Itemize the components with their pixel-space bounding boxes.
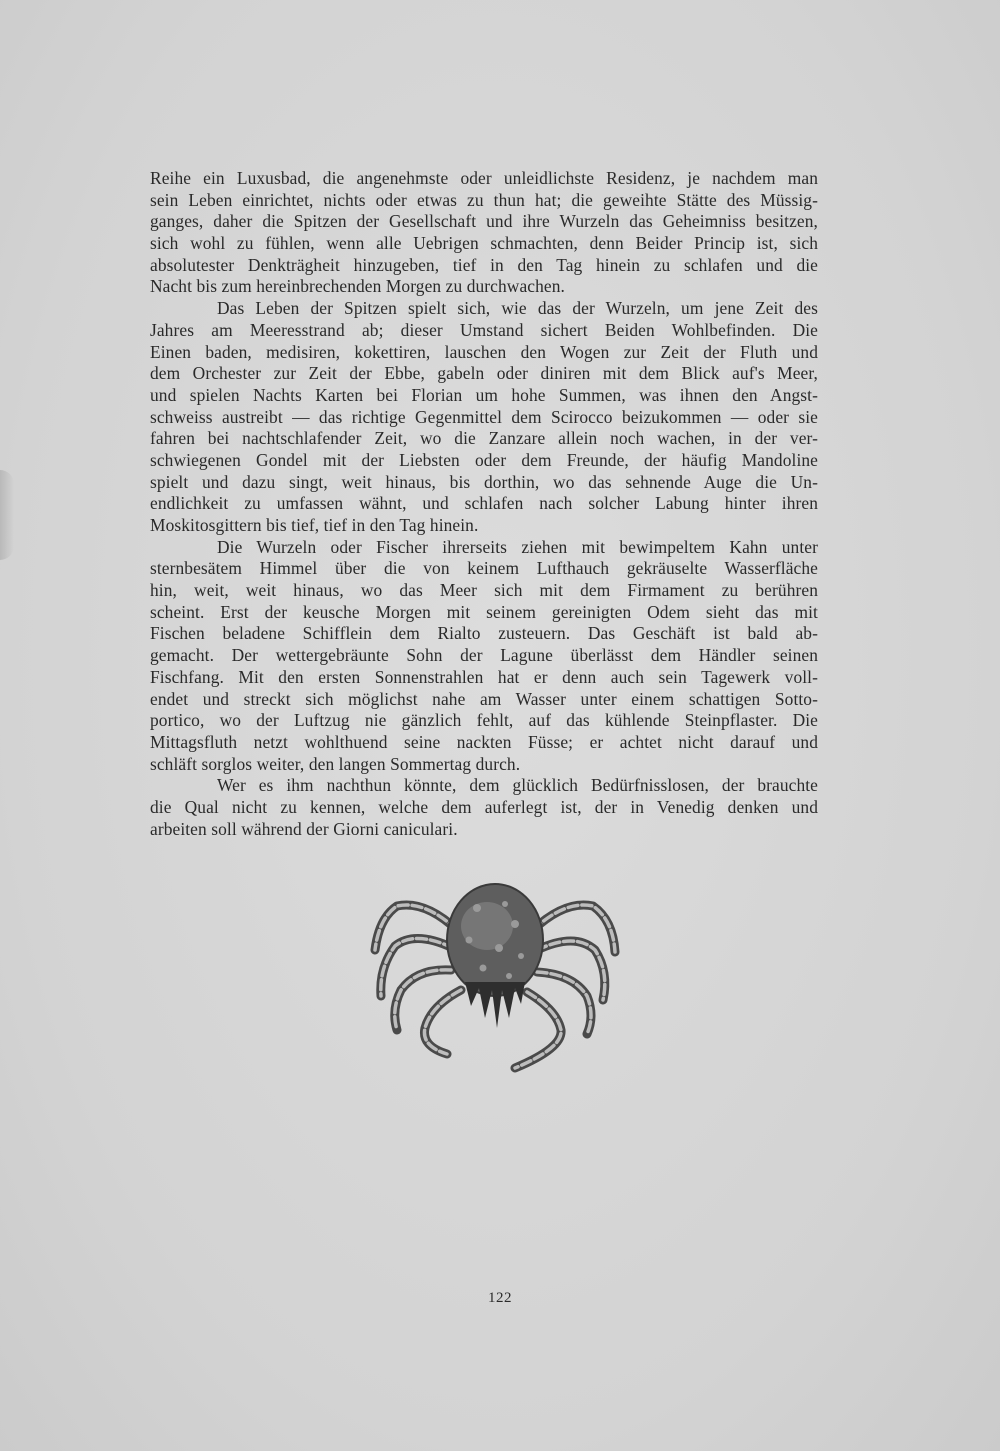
text-line: Fischfang. Mit den ersten Sonnenstrahlen hat er denn auch sein Tagewerk voll- bbox=[150, 666, 818, 687]
text-line: Nacht bis zum hereinbrechenden Morgen zu durchwachen. bbox=[150, 276, 565, 297]
text-line: scheint. Erst der keusche Morgen mit seinem gereinigten Odem sieht das mit bbox=[150, 601, 818, 622]
page-edge-shadow bbox=[0, 470, 14, 560]
text-line: Einen baden, medisiren, kokettiren, lauschen den Wogen zur Zeit der Fluth und bbox=[150, 341, 818, 362]
text-line: sein Leben einrichtet, nichts oder etwas zu thun hat; die geweihte Stätte des Müssig- bbox=[150, 189, 818, 210]
text-line: absolutester Denkträgheit hinzugeben, tief in den Tag hinein zu schlafen und die bbox=[150, 254, 818, 275]
text-line: die Qual nicht zu kennen, welche dem auferlegt ist, der in Venedig denken und bbox=[150, 796, 818, 817]
text-line: dem Orchester zur Zeit der Ebbe, gabeln oder diniren mit dem Blick auf's Meer, bbox=[150, 363, 818, 384]
text-line: Jahres am Meeresstrand ab; dieser Umstand sichert Beiden Wohlbefinden. Die bbox=[150, 319, 818, 340]
text-line: Wer es ihm nachthun könnte, dem glücklich Bedürfnisslosen, der brauchte bbox=[217, 775, 818, 796]
text-line: Das Leben der Spitzen spielt sich, wie das der Wurzeln, um jene Zeit des bbox=[217, 298, 818, 319]
text-line: gemacht. Der wettergebräunte Sohn der Lagune überlässt dem Händler seinen bbox=[150, 645, 818, 666]
text-line: hin, weit, weit hinaus, wo das Meer sich mit dem Firmament zu berühren bbox=[150, 580, 818, 601]
text-line: ganges, daher die Spitzen der Gesellschaft und ihre Wurzeln das Geheimniss besitzen, bbox=[150, 211, 818, 232]
crab-illustration-icon bbox=[365, 878, 625, 1078]
text-line: Moskitosgittern bis tief, tief in den Tag hinein. bbox=[150, 515, 479, 535]
text-line: sich wohl zu fühlen, wenn alle Uebrigen schmachten, denn Beider Princip ist, sich bbox=[150, 233, 818, 254]
page-number: 122 bbox=[488, 1290, 512, 1306]
text-line: Die Wurzeln oder Fischer ihrerseits ziehen mit bewimpeltem Kahn unter bbox=[217, 536, 818, 557]
text-line: Mittagsfluth netzt wohlthuend seine nackten Füsse; er achtet nicht darauf und bbox=[150, 731, 818, 752]
text-line: und spielen Nachts Karten bei Florian um hohe Summen, was ihnen den Angst- bbox=[150, 384, 818, 405]
text-line: arbeiten soll während der Giorni caniculari. bbox=[150, 818, 458, 839]
text-line: endet und streckt sich möglichst nahe am Wasser unter einem schattigen Sotto- bbox=[150, 688, 818, 709]
text-line: schweiss austreibt — das richtige Gegenmittel dem Scirocco beizukommen — oder sie bbox=[150, 406, 818, 427]
text-line: Fischen beladene Schifflein dem Rialto zusteuern. Das Geschäft ist bald ab- bbox=[150, 623, 818, 644]
text-line: portico, wo der Luftzug nie gänzlich fehlt, auf das kühlende Steinpflaster. Die bbox=[150, 710, 818, 731]
body-text bbox=[150, 168, 818, 840]
text-line: spielt und dazu singt, weit hinaus, bis dorthin, wo das sehnende Auge die Un- bbox=[150, 471, 818, 492]
text-line: fahren bei nachtschlafender Zeit, wo die Zanzare allein noch wachen, in der ver- bbox=[150, 428, 818, 449]
text-line: Reihe ein Luxusbad, die angenehmste oder unleidlichste Residenz, je nachdem man bbox=[150, 168, 818, 188]
text-line: sternbesätem Himmel über die von keinem Lufthauch gekräuselte Wasserfläche bbox=[150, 558, 818, 579]
text-line: schwiegenen Gondel mit der Liebsten oder dem Freunde, der häufig Mandoline bbox=[150, 449, 818, 470]
text-line: schläft sorglos weiter, den langen Sommertag durch. bbox=[150, 753, 521, 774]
text-line: endlichkeit zu umfassen wähnt, und schlafen nach solcher Labung hinter ihren bbox=[150, 493, 818, 514]
